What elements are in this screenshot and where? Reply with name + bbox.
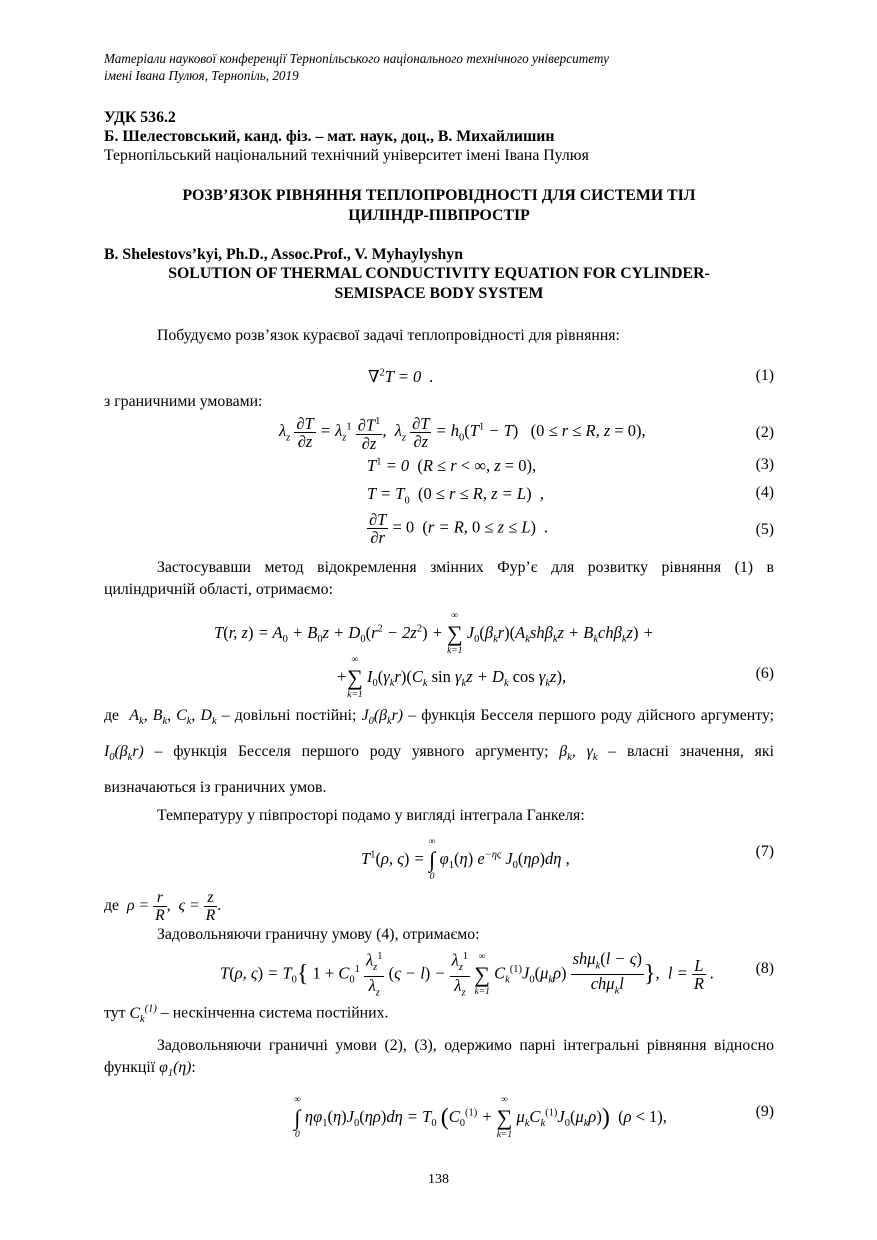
equation-number: (1) [755, 367, 774, 384]
equation-4: $T = T_0$ (0 ≤ r ≤ R, z = L) , (4) [367, 484, 774, 507]
paragraph-notation: де ρ = $\frac{r}{R}$ , ς = $\frac{z}{R}$ . [104, 889, 222, 925]
title-ua-line-2: ЦИЛІНДР-ПІВПРОСТІР [348, 207, 530, 224]
equation-6-line-2: + ∞ ∑ k=1 $I_0(\gamma_kr)(C_k$ $\sin \gamma_kz + D_k$ $\cos \gamma_kz$), (6) [336, 655, 774, 700]
equation-number: (8) [755, 960, 774, 978]
udk-code: УДК 536.2 [104, 109, 176, 126]
equation-6-line-1: T(r, $z) = A_0 + B_0z + D_0(r^2 - 2z^2)$ + ∞ ∑ k=1 $J_0(\beta_kr)(A_ksh\beta_kz + B_kch\beta_kz)$ + [214, 611, 654, 656]
paper-page [104, 50, 774, 1145]
equation-number: (7) [755, 843, 774, 861]
paragraph-condition-4: Задовольняючи граничну умову (4), отримаємо: [157, 926, 480, 944]
authors-ua: Б. Шелестовський, канд. фіз. – мат. наук, доц., В. Михайлишин [104, 128, 555, 145]
title-ua [104, 186, 774, 226]
equation-2: $\lambda_z$ $\frac{\partial T}{\partial z}$ = $\lambda_z^1$ $\frac{\partial T^1}{\partial z}$ , $\lambda_z$ $\frac{\partial T}{\partial z}$ = $h_0(T^1 - T)$ (0 ≤ r ≤ R, z = 0), (2) [279, 413, 774, 453]
paragraph-fourier: Застосувавши метод відокремлення змінних Фур’є для розвитку рівняння (1) в циліндричній області, отримаємо: [104, 559, 774, 598]
equation-number: (2) [755, 424, 774, 441]
title-en-line-1: SOLUTION OF THERMAL CONDUCTIVITY EQUATION FOR CYLINDER- [168, 265, 710, 282]
equation-8: T(ρ, $\varsigma) = T_0${ $1 + C_0^1$ $\frac{\lambda_z^1}{\lambda_z}$ (ς − l) − $\frac{\lambda_z^1}{\lambda_z}$ ∞ ∑ k=1 $C_k^{(1)}J_0(\mu_k\rho)$ $\frac{sh\mu_k(l - \varsigma)}{ch\mu_kl}$ }, l = $\frac{L}{R}$ . (8) [220, 949, 774, 999]
equation-number: (6) [755, 665, 774, 682]
title-en [104, 264, 774, 304]
page-number: 138 [428, 1172, 449, 1187]
equation-1: ∇$^2$T = 0 . (1) [368, 367, 774, 386]
equation-number: (4) [755, 484, 774, 501]
equation-number: (9) [755, 1102, 774, 1120]
paragraph-system: тут $C_k^{(1)}$ – нескінченна система постійних. [104, 1003, 389, 1025]
title-ua-line-1: РОЗВ’ЯЗОК РІВНЯННЯ ТЕПЛОПРОВІДНОСТІ ДЛЯ СИСТЕМИ ТІЛ [182, 187, 696, 204]
title-en-line-2: SEMISPACE BODY SYSTEM [334, 285, 544, 302]
paragraph-integral-eqs: Задовольняючи граничні умови (2), (3), одержимо парні інтегральні рівняння відносно функції $\varphi_1(\eta)$: [104, 1036, 774, 1079]
paragraph-boundary: з граничними умовами: [104, 393, 263, 410]
equation-3: $T^1 = 0$ (R ≤ r < ∞, z = 0), (3) [367, 456, 774, 475]
authors-en: B. Shelestovs’kyi, Ph.D., Assoc.Prof., V. Myhaylyshyn [104, 246, 463, 263]
equation-number: (3) [755, 456, 774, 473]
equation-number: (5) [755, 521, 774, 538]
paragraph-intro: Побудуємо розв’язок кураєвої задачі теплопровідності для рівняння: [157, 327, 620, 344]
conference-header [104, 50, 774, 84]
paragraph-hankel: Температуру у півпросторі подамо у вигляді інтеграла Ганкеля: [157, 807, 585, 825]
equation-5: $\frac{\partial T}{\partial r}$ = 0 (r = R, 0 ≤ z ≤ L) . (5) [369, 510, 774, 547]
header-line-1: Матеріали наукової конференції Тернопільського національного технічного університету [104, 51, 609, 66]
equation-9: ∞ ∫ 0 $\eta\varphi_1(\eta)J_0(\eta\rho)d\eta = T_0$ ($C_0^{(1)}$ + ∞ ∑ k=1 $\mu_kC_k^{(1)}J_0(\mu_k\rho)$) (ρ < 1), (9) [294, 1094, 774, 1140]
paragraph-constants: де $A_k$, $B_k$, $C_k$, $D_k$ – довільні постійні; $J_0(\beta_kr)$ – функція Бесселя першого роду дійсного аргументу; $I_0(\beta_kr)$ – функція Бесселя першого роду уявного аргументу; $\beta_k$, $\gamma_k$ – власні значення, які визначаються із граничних умов. [104, 707, 775, 797]
affiliation: Тернопільський національний технічний університет імені Івана Пулюя [104, 147, 589, 164]
equation-7: $T^1(\rho$, ς) = ∞ ∫ 0 $\varphi_1(\eta)$ $e^{-\eta\varsigma}$ $J_0(\eta\rho)d\eta$ , (7) [361, 837, 774, 883]
header-line-2: імені Івана Пулюя, Тернопіль, 2019 [104, 68, 299, 83]
